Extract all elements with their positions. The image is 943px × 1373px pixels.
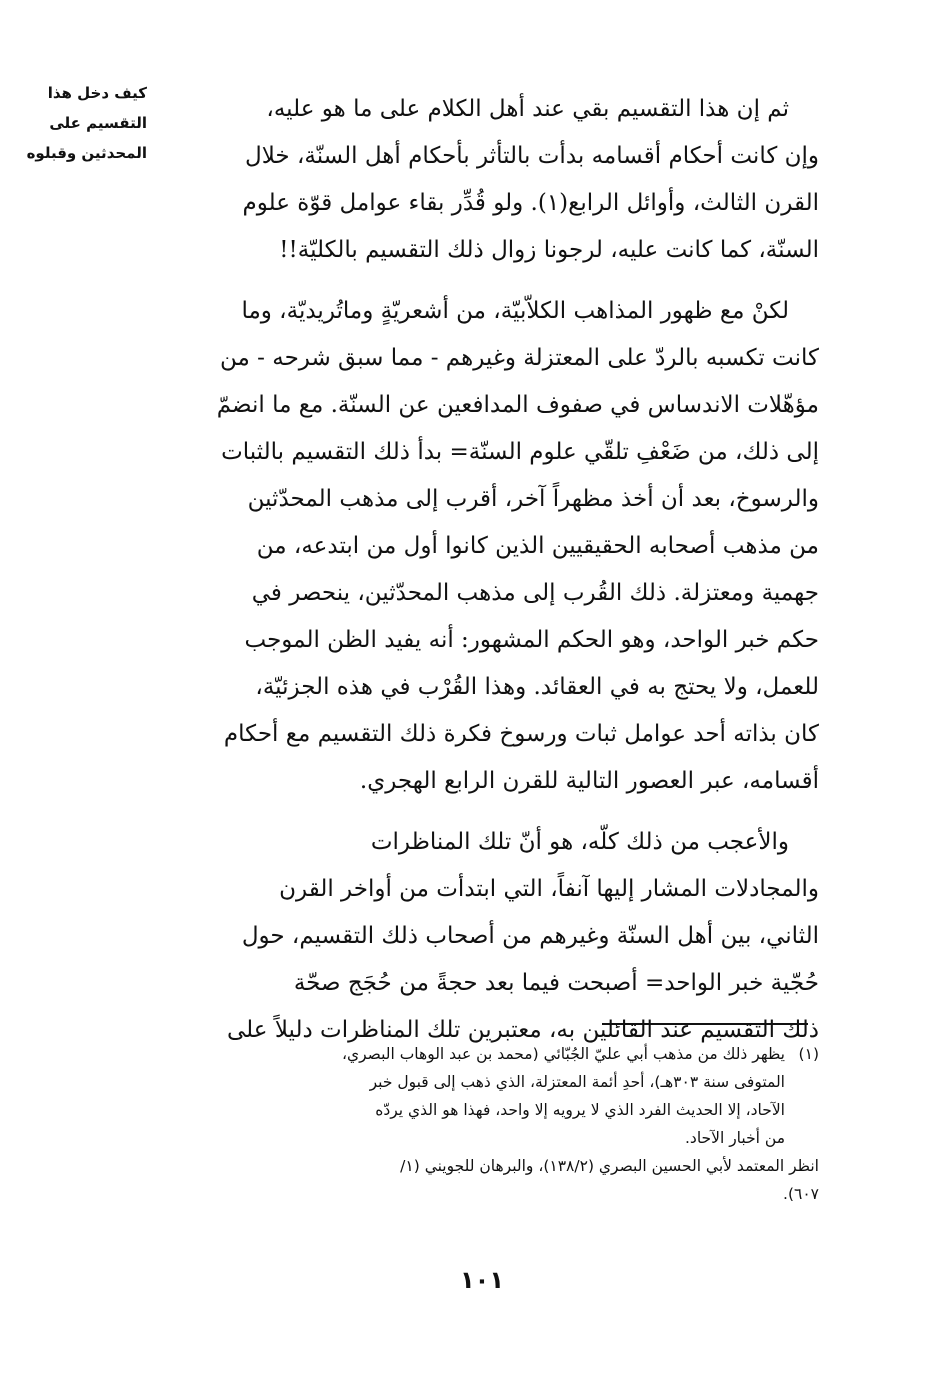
text-line: القرن الثالث، وأوائل الرابع(١). ولو قُدِّر بقاء عوامل قوّة علوم (242, 190, 819, 216)
margin-heading (21, 78, 147, 168)
text-line: السنّة، كما كانت عليه، لرجونا زوال ذلك التقسيم بالكليّة!! (279, 237, 819, 263)
footnote-reference (159, 1152, 819, 1208)
footnotes (159, 1040, 819, 1208)
paragraph-2 (169, 288, 819, 805)
text-line: كانت تكسبه بالردّ على المعتزلة وغيرهم - مما سبق شرحه - من (220, 345, 819, 371)
reference-line: ٦٠٧). (783, 1185, 819, 1203)
margin-heading-line: المحدثين وقبلوه (26, 144, 147, 162)
footnote-line: من أخبار الآحاد. (684, 1129, 785, 1147)
text-line: حُجّية خبر الواحد= أصبحت فيما بعد حجةً من حُجَج صحّة (293, 970, 819, 996)
footnote-line: المتوفى سنة ٣٠٣هـ)، أحدِ أئمة المعتزلة، الذي ذهب إلى قبول خبر (369, 1073, 785, 1091)
footnote-1 (159, 1040, 819, 1152)
footnote-number: (١) (798, 1045, 819, 1063)
page-number: ١٠١ (460, 1266, 504, 1294)
text-line: حكم خبر الواحد، وهو الحكم المشهور: أنه يفيد الظن الموجب (244, 627, 819, 653)
footnote-line: الآحاد، إلا الحديث الفرد الذي لا يرويه إلا واحد، فهذا هو الذي يردّه (375, 1101, 785, 1119)
footnote-line (159, 1040, 819, 1068)
paragraph-1 (169, 86, 819, 274)
text-line: إلى ذلك، من ضَعْفِ تلقّي علوم السنّة= بدأ ذلك التقسيم بالثبات (221, 439, 819, 465)
margin-heading-line: كيف دخل هذا (47, 84, 147, 102)
text-line: ثم إن هذا التقسيم بقي عند أهل الكلام على ما هو عليه، (266, 96, 789, 122)
text-line: ذلك التقسيم عند القائلين به، معتبرين تلك المناظرات دليلاً على (227, 1017, 819, 1043)
reference-line: انظر المعتمد لأبي الحسين البصري (١٣٨/٢)، والبرهان للجويني (١/ (400, 1157, 819, 1175)
text-line: والأعجب من ذلك كلّه، هو أنّ تلك المناظرات (370, 829, 789, 855)
text-line: والرسوخ، بعد أن أخذ مظهراً آخر، أقرب إلى مذهب المحدّثين (247, 486, 819, 512)
text-line: كان بذاته أحد عوامل ثبات ورسوخ فكرة ذلك التقسيم مع أحكام (223, 721, 819, 747)
text-line: والمجادلات المشار إليها آنفاً، التي ابتدأت من أواخر القرن (279, 876, 819, 902)
text-line: لكنْ مع ظهور المذاهب الكلاّبيّة، من أشعريّةٍ وماتُريديّة، وما (241, 298, 789, 324)
text-line: وإن كانت أحكام أقسامه بدأت بالتأثر بأحكام أهل السنّة، خلال (244, 143, 819, 169)
text-line: أقسامه، عبر العصور التالية للقرن الرابع الهجري. (359, 768, 819, 794)
text-line: مؤهّلات الاندساس في صفوف المدافعين عن السنّة. مع ما انضمّ (216, 392, 819, 418)
text-line: من مذهب أصحابه الحقيقيين الذين كانوا أول من ابتدعه، من (256, 533, 819, 559)
text-line: للعمل، ولا يحتج به في العقائد. وهذا القُرْب في هذه الجزئيّة، (255, 674, 819, 700)
text-line: جهمية ومعتزلة. ذلك القُرب إلى مذهب المحدّثين، ينحصر في (251, 580, 819, 606)
footnote-text: يظهر ذلك من مذهب أبي عليّ الجُبّائي (محمد بن عبد الوهاب البصري، (341, 1045, 785, 1063)
main-text (169, 86, 819, 1068)
text-line: الثاني، بين أهل السنّة وغيرهم من أصحاب ذلك التقسيم، حول (241, 923, 819, 949)
paragraph-3 (169, 819, 819, 1054)
footnote-separator (602, 1023, 808, 1025)
margin-heading-line: التقسيم على (49, 114, 147, 132)
